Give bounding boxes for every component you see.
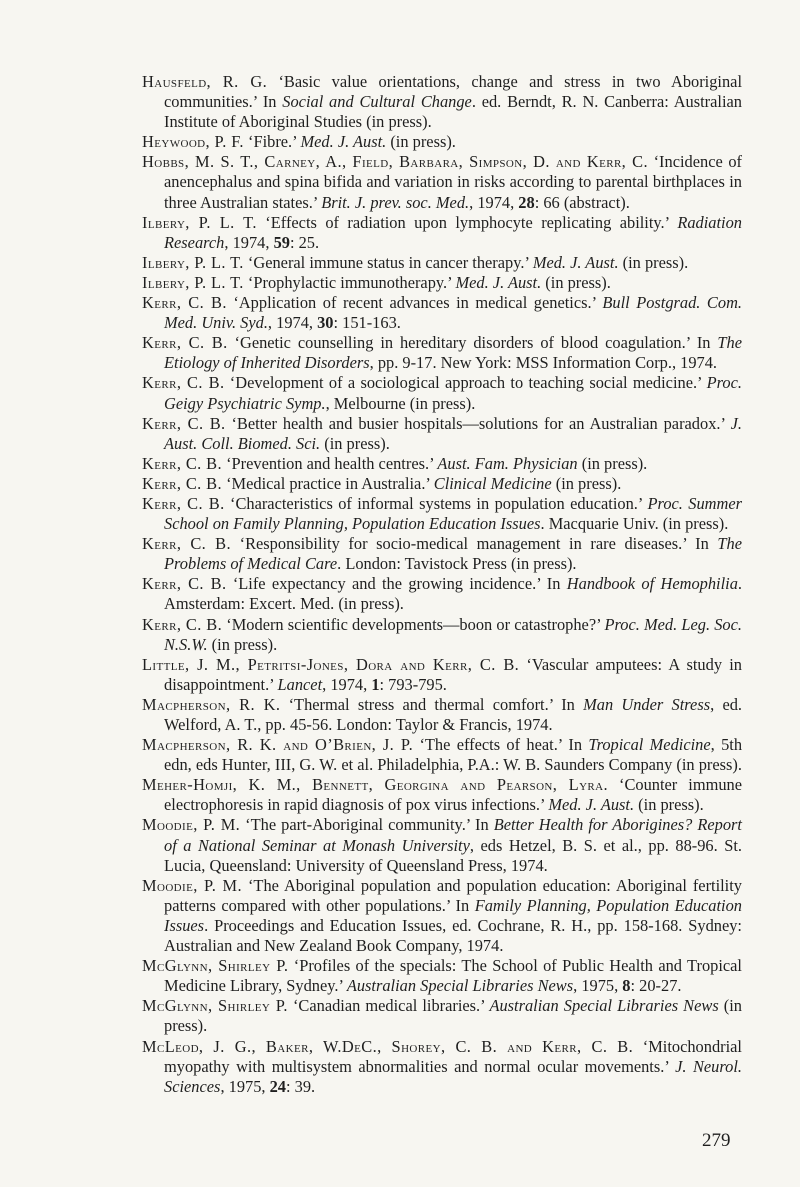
- reference-volume: 59: [273, 232, 290, 252]
- reference-authors: Kerr, C. B.: [142, 574, 227, 594]
- reference-authors: Moodie, P. M.: [142, 815, 241, 835]
- reference-authors: Ilbery, P. L. T.: [142, 272, 244, 292]
- reference-authors: Macpherson, R. K. and O’Brien, J. P.: [142, 735, 414, 755]
- reference-details: (in press).: [634, 795, 704, 815]
- reference-source: Proc. Geigy Psychiatric Symp.: [164, 373, 742, 413]
- reference-source: Med. J. Aust.: [548, 795, 635, 815]
- reference-entry: [142, 273, 742, 293]
- reference-title: ‘Life expectancy and the growing incidence.’ In: [226, 574, 567, 594]
- reference-entry: [142, 534, 742, 574]
- reference-details: (in press).: [577, 453, 648, 473]
- reference-entry: [142, 956, 742, 996]
- reference-details: , 5th edn, eds Hunter, III, G. W. et al. Philadelphia, P.A.: W. B. Saunders Company (in press).: [164, 735, 743, 775]
- reference-entry: [142, 253, 742, 273]
- reference-source: Family Planning, Population Education Issues: [164, 895, 742, 935]
- reference-authors: McGlynn, Shirley P.: [142, 956, 289, 976]
- reference-title: ‘Canadian medical libraries.’: [287, 996, 490, 1016]
- reference-list: [142, 72, 742, 1097]
- reference-entry: [142, 474, 742, 494]
- reference-source: Handbook of Hemophilia: [566, 574, 738, 594]
- reference-source: Man Under Stress: [583, 694, 711, 714]
- reference-authors: Hausfeld, R. G.: [142, 72, 268, 91]
- reference-entry: [142, 1037, 742, 1097]
- reference-entry: [142, 494, 742, 534]
- reference-authors: Kerr, C. B.: [142, 293, 227, 313]
- reference-details: : 25.: [289, 232, 320, 252]
- reference-source: Med. J. Aust.: [532, 252, 619, 272]
- reference-source: The Etiology of Inherited Disorders: [164, 333, 742, 373]
- reference-authors: Kerr, C. B.: [142, 534, 232, 554]
- reference-title: ‘Fibre.’: [243, 132, 301, 152]
- reference-title: ‘Characteristics of informal systems in population education.’: [224, 493, 648, 513]
- reference-year: , 1974,: [322, 674, 372, 694]
- reference-volume: 28: [518, 192, 535, 212]
- reference-source: Proc. Summer School on Family Planning, Population Education Issues: [164, 493, 743, 534]
- reference-details: : 66 (abstract).: [534, 192, 630, 212]
- reference-source: Proc. Med. Leg. Soc. N.S.W.: [164, 614, 742, 654]
- reference-details: (in press).: [618, 252, 689, 272]
- reference-entry: [142, 152, 742, 212]
- reference-entry: [142, 775, 742, 815]
- reference-title: ‘The effects of heat.’ In: [413, 735, 589, 755]
- reference-title: ‘General immune status in cancer therapy.’: [243, 252, 533, 272]
- reference-title: ‘Thermal stress and thermal comfort.’ In: [280, 694, 584, 714]
- reference-authors: McLeod, J. G., Baker, W.DeC., Shorey, C. B. and Kerr, C. B.: [142, 1036, 634, 1056]
- reference-details: . Proceedings and Education Issues, ed. Cochrane, R. H., pp. 158-168. Sydney: Australian and New Zealand Book Company, 1974.: [164, 915, 742, 956]
- reference-entry: [142, 695, 742, 735]
- reference-details: , ed. Welford, A. T., pp. 45-56. London: Taylor & Francis, 1974.: [164, 694, 743, 734]
- reference-details: (in press).: [320, 433, 390, 453]
- reference-title: ‘Modern scientific developments—boon or catastrophe?’: [222, 614, 605, 634]
- reference-authors: McGlynn, Shirley P.: [142, 996, 288, 1016]
- reference-title: ‘The part-Aboriginal community.’ In: [240, 815, 494, 835]
- reference-authors: Kerr, C. B.: [142, 453, 222, 473]
- reference-details: , Melbourne (in press).: [325, 393, 476, 413]
- reference-title: ‘Application of recent advances in medical genetics.’: [226, 293, 603, 313]
- reference-source: Clinical Medicine: [433, 473, 552, 493]
- reference-details: , eds Hetzel, B. S. et al., pp. 88-96. St. Lucia, Queensland: University of Queensland Press, 1974.: [164, 835, 742, 875]
- reference-source: Bull Postgrad. Com. Med. Univ. Syd.: [164, 293, 742, 333]
- reference-details: , pp. 9-17. New York: MSS Information Corp., 1974.: [369, 353, 718, 373]
- reference-entry: [142, 333, 742, 373]
- reference-title: ‘Prevention and health centres.’: [221, 453, 438, 473]
- reference-source: Radiation Research: [164, 212, 742, 252]
- reference-entry: [142, 132, 742, 152]
- reference-title: ‘Incidence of anencephalus and spina bifida and variation in risks according to parental birthplaces in three Australian states.’: [164, 152, 742, 212]
- reference-entry: [142, 615, 742, 655]
- reference-source: Social and Cultural Change: [282, 92, 472, 112]
- reference-entry: [142, 876, 742, 956]
- reference-details: (in press).: [164, 996, 742, 1036]
- reference-details: : 20-27.: [630, 976, 682, 996]
- reference-details: : 793-795.: [379, 674, 447, 694]
- reference-source: Med. J. Aust.: [455, 272, 542, 292]
- reference-details: . ed. Berndt, R. N. Canberra: Australian Institute of Aboriginal Studies (in press).: [164, 92, 742, 132]
- reference-authors: Heywood, P. F.: [142, 132, 244, 152]
- reference-authors: Kerr, C. B.: [142, 614, 223, 634]
- reference-details: . London: Tavistock Press (in press).: [337, 554, 577, 574]
- reference-details: (in press).: [551, 473, 622, 493]
- reference-entry: [142, 735, 742, 775]
- reference-source: Aust. Fam. Physician: [437, 453, 578, 473]
- reference-details: : 151-163.: [333, 313, 401, 333]
- reference-details: . Macquarie Univ. (in press).: [540, 514, 729, 534]
- reference-year: , 1974,: [224, 232, 274, 252]
- reference-source: Australian Special Libraries News: [346, 976, 574, 996]
- reference-title: ‘Genetic counselling in hereditary disorders of blood coagulation.’ In: [227, 333, 718, 353]
- reference-authors: Kerr, C. B.: [142, 493, 225, 513]
- reference-entry: [142, 72, 742, 132]
- reference-source: The Problems of Medical Care: [164, 534, 742, 574]
- reference-entry: [142, 996, 742, 1036]
- reference-year: , 1974,: [469, 192, 519, 212]
- reference-year: , 1975,: [220, 1076, 270, 1096]
- reference-entry: [142, 655, 742, 695]
- reference-details: (in press).: [207, 634, 278, 654]
- reference-volume: 24: [269, 1076, 286, 1096]
- reference-authors: Kerr, C. B.: [142, 473, 222, 493]
- reference-authors: Ilbery, P. L. T.: [142, 252, 244, 272]
- reference-year: , 1974,: [267, 313, 318, 333]
- reference-title: ‘Vascular amputees: A study in disappointment.’: [164, 654, 743, 694]
- reference-title: ‘Basic value orientations, change and stress in two Aboriginal communities.’ In: [164, 72, 743, 112]
- reference-title: ‘The Aboriginal population and population education: Aboriginal fertility patterns compared with other populations.’ In: [164, 875, 742, 915]
- reference-authors: Kerr, C. B.: [142, 333, 228, 353]
- reference-authors: Macpherson, R. K.: [142, 694, 281, 714]
- reference-volume: 1: [371, 674, 380, 694]
- reference-authors: Moodie, P. M.: [142, 875, 243, 895]
- reference-entry: [142, 815, 742, 875]
- reference-source: Tropical Medicine: [588, 735, 711, 755]
- reference-source: J. Neurol. Sciences: [164, 1056, 742, 1096]
- reference-year: , 1975,: [573, 976, 623, 996]
- reference-title: ‘Profiles of the specials: The School of Public Health and Tropical Medicine Library, Sydney.’: [164, 956, 742, 996]
- reference-entry: [142, 213, 742, 253]
- reference-source: Brit. J. prev. soc. Med.: [321, 192, 470, 212]
- reference-entry: [142, 454, 742, 474]
- reference-details: (in press).: [386, 132, 456, 152]
- reference-source: Lancet: [277, 674, 323, 694]
- reference-source: J. Aust. Coll. Biomed. Sci.: [164, 413, 742, 453]
- reference-entry: [142, 293, 742, 333]
- reference-details: (in press).: [541, 272, 611, 292]
- reference-source: Better Health for Aborigines? Report of a National Seminar at Monash University: [164, 815, 742, 855]
- reference-details: : 39.: [286, 1076, 316, 1096]
- reference-title: ‘Counter immune electrophoresis in rapid diagnosis of pox virus infections.’: [164, 775, 742, 815]
- reference-authors: Kerr, C. B.: [142, 373, 225, 393]
- reference-title: ‘Better health and busier hospitals—solutions for an Australian paradox.’: [225, 413, 731, 433]
- reference-authors: Meher-Homji, K. M., Bennett, Georgina and Pearson, Lyra.: [142, 775, 608, 795]
- reference-volume: 30: [317, 313, 334, 333]
- reference-entry: [142, 414, 742, 454]
- reference-authors: Ilbery, P. L. T.: [142, 212, 257, 232]
- reference-source: Australian Special Libraries News: [489, 996, 719, 1016]
- reference-title: ‘Responsibility for socio-medical management in rare diseases.’ In: [231, 534, 718, 554]
- reference-authors: Kerr, C. B.: [142, 413, 226, 433]
- reference-title: ‘Effects of radiation upon lymphocyte replicating ability.’: [256, 212, 678, 232]
- reference-title: ‘Medical practice in Australia.’: [221, 473, 434, 493]
- reference-title: ‘Mitochondrial myopathy with multisystem abnormalities and normal ocular movements.’: [164, 1036, 742, 1076]
- reference-details: . Amsterdam: Excert. Med. (in press).: [164, 574, 743, 614]
- reference-entry: [142, 373, 742, 413]
- reference-authors: Little, J. M., Petritsi-Jones, Dora and Kerr, C. B.: [142, 654, 520, 674]
- reference-entry: [142, 574, 742, 614]
- reference-source: Med. J. Aust.: [300, 132, 387, 152]
- page-number: 279: [702, 1130, 731, 1151]
- reference-authors: Hobbs, M. S. T., Carney, A., Field, Barbara, Simpson, D. and Kerr, C.: [142, 152, 648, 172]
- reference-title: ‘Development of a sociological approach to teaching social medicine.’: [224, 373, 707, 393]
- reference-volume: 8: [622, 976, 631, 996]
- reference-title: ‘Prophylactic immunotherapy.’: [243, 272, 456, 292]
